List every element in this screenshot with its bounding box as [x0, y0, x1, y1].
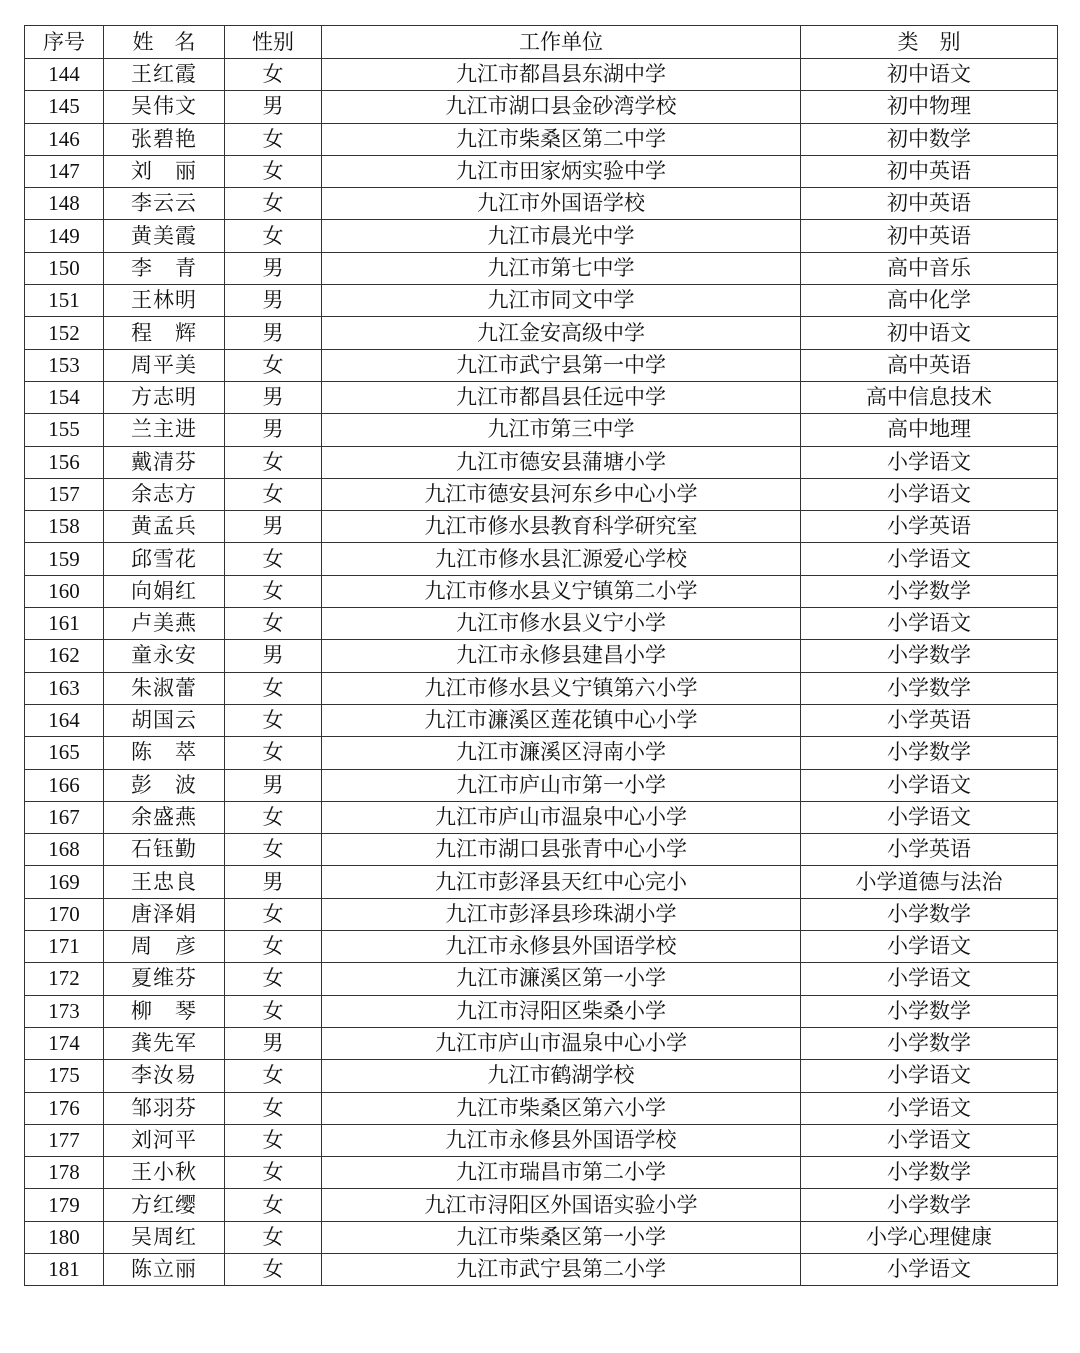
cell-number: 154	[25, 381, 104, 413]
cell-number: 147	[25, 155, 104, 187]
cell-gender: 男	[225, 91, 322, 123]
cell-category: 小学语文	[801, 1060, 1058, 1092]
table-row	[25, 220, 1058, 252]
cell-number: 165	[25, 737, 104, 769]
cell-number: 158	[25, 511, 104, 543]
cell-category: 小学语文	[801, 478, 1058, 510]
cell-number: 148	[25, 188, 104, 220]
cell-name: 李云云	[104, 188, 225, 220]
table-row	[25, 963, 1058, 995]
cell-number: 181	[25, 1253, 104, 1285]
cell-category: 小学语文	[801, 1253, 1058, 1285]
cell-gender: 女	[225, 704, 322, 736]
cell-number: 149	[25, 220, 104, 252]
table-row	[25, 1124, 1058, 1156]
cell-category: 小学语文	[801, 446, 1058, 478]
cell-name: 彭 波	[104, 769, 225, 801]
cell-number: 172	[25, 963, 104, 995]
table-row	[25, 834, 1058, 866]
cell-name: 周 彦	[104, 931, 225, 963]
table-row	[25, 123, 1058, 155]
cell-gender: 男	[225, 769, 322, 801]
cell-workplace: 九江市同文中学	[322, 285, 801, 317]
cell-workplace: 九江市柴桑区第六小学	[322, 1092, 801, 1124]
cell-name: 吴周红	[104, 1221, 225, 1253]
table-row	[25, 1027, 1058, 1059]
cell-number: 156	[25, 446, 104, 478]
cell-name: 刘 丽	[104, 155, 225, 187]
cell-number: 161	[25, 608, 104, 640]
cell-gender: 女	[225, 1221, 322, 1253]
cell-workplace: 九江市庐山市温泉中心小学	[322, 801, 801, 833]
cell-category: 小学心理健康	[801, 1221, 1058, 1253]
cell-name: 方志明	[104, 381, 225, 413]
cell-category: 小学语文	[801, 769, 1058, 801]
cell-name: 张碧艳	[104, 123, 225, 155]
cell-gender: 女	[225, 1157, 322, 1189]
table-row	[25, 478, 1058, 510]
table-row	[25, 704, 1058, 736]
cell-gender: 女	[225, 59, 322, 91]
cell-category: 初中数学	[801, 123, 1058, 155]
cell-name: 邹羽芬	[104, 1092, 225, 1124]
header-workplace: 工作单位	[322, 26, 801, 59]
cell-gender: 女	[225, 898, 322, 930]
cell-workplace: 九江市湖口县金砂湾学校	[322, 91, 801, 123]
cell-category: 小学数学	[801, 898, 1058, 930]
cell-workplace: 九江市修水县教育科学研究室	[322, 511, 801, 543]
cell-gender: 女	[225, 1189, 322, 1221]
cell-category: 小学英语	[801, 511, 1058, 543]
table-row	[25, 1157, 1058, 1189]
table-row	[25, 575, 1058, 607]
cell-workplace: 九江市湖口县张青中心小学	[322, 834, 801, 866]
cell-category: 初中英语	[801, 188, 1058, 220]
table-row	[25, 801, 1058, 833]
cell-category: 小学数学	[801, 640, 1058, 672]
cell-gender: 女	[225, 1060, 322, 1092]
cell-category: 小学数学	[801, 995, 1058, 1027]
cell-gender: 女	[225, 220, 322, 252]
table-row	[25, 866, 1058, 898]
table-row	[25, 446, 1058, 478]
cell-workplace: 九江市德安县蒲塘小学	[322, 446, 801, 478]
table-row	[25, 511, 1058, 543]
cell-category: 小学数学	[801, 737, 1058, 769]
cell-name: 王小秋	[104, 1157, 225, 1189]
cell-name: 夏维芬	[104, 963, 225, 995]
cell-name: 向娟红	[104, 575, 225, 607]
cell-category: 小学数学	[801, 1157, 1058, 1189]
cell-number: 153	[25, 349, 104, 381]
cell-number: 180	[25, 1221, 104, 1253]
cell-name: 唐泽娟	[104, 898, 225, 930]
cell-category: 初中英语	[801, 155, 1058, 187]
header-category: 类 别	[801, 26, 1058, 59]
cell-category: 小学语文	[801, 931, 1058, 963]
cell-gender: 男	[225, 511, 322, 543]
cell-workplace: 九江市柴桑区第二中学	[322, 123, 801, 155]
table-row	[25, 1221, 1058, 1253]
cell-gender: 男	[225, 317, 322, 349]
cell-category: 小学数学	[801, 672, 1058, 704]
cell-workplace: 九江市都昌县东湖中学	[322, 59, 801, 91]
cell-gender: 女	[225, 123, 322, 155]
cell-workplace: 九江市武宁县第二小学	[322, 1253, 801, 1285]
cell-name: 邱雪花	[104, 543, 225, 575]
cell-category: 小学英语	[801, 834, 1058, 866]
table-row	[25, 317, 1058, 349]
table-row	[25, 608, 1058, 640]
cell-name: 吴伟文	[104, 91, 225, 123]
cell-category: 初中英语	[801, 220, 1058, 252]
cell-category: 小学语文	[801, 1092, 1058, 1124]
cell-gender: 女	[225, 575, 322, 607]
cell-number: 179	[25, 1189, 104, 1221]
cell-number: 146	[25, 123, 104, 155]
cell-category: 小学道德与法治	[801, 866, 1058, 898]
cell-name: 陈 萃	[104, 737, 225, 769]
cell-number: 167	[25, 801, 104, 833]
cell-name: 兰主进	[104, 414, 225, 446]
cell-number: 178	[25, 1157, 104, 1189]
table-row	[25, 381, 1058, 413]
cell-gender: 女	[225, 1253, 322, 1285]
table-row	[25, 640, 1058, 672]
table-row	[25, 995, 1058, 1027]
header-number: 序号	[25, 26, 104, 59]
cell-gender: 男	[225, 252, 322, 284]
cell-workplace: 九江市浔阳区外国语实验小学	[322, 1189, 801, 1221]
cell-name: 刘河平	[104, 1124, 225, 1156]
table-row	[25, 414, 1058, 446]
cell-name: 李 青	[104, 252, 225, 284]
cell-category: 小学语文	[801, 1124, 1058, 1156]
cell-name: 方红缨	[104, 1189, 225, 1221]
table-row	[25, 1092, 1058, 1124]
cell-category: 小学数学	[801, 575, 1058, 607]
table-row	[25, 1060, 1058, 1092]
table-row	[25, 931, 1058, 963]
cell-number: 173	[25, 995, 104, 1027]
cell-name: 余盛燕	[104, 801, 225, 833]
table-row	[25, 898, 1058, 930]
cell-number: 177	[25, 1124, 104, 1156]
cell-gender: 女	[225, 608, 322, 640]
cell-workplace: 九江市庐山市第一小学	[322, 769, 801, 801]
cell-gender: 女	[225, 188, 322, 220]
cell-workplace: 九江市修水县义宁镇第二小学	[322, 575, 801, 607]
table-row	[25, 1189, 1058, 1221]
cell-gender: 女	[225, 801, 322, 833]
cell-category: 高中信息技术	[801, 381, 1058, 413]
cell-workplace: 九江市修水县义宁镇第六小学	[322, 672, 801, 704]
cell-name: 朱淑蕾	[104, 672, 225, 704]
cell-gender: 男	[225, 866, 322, 898]
cell-name: 李汝易	[104, 1060, 225, 1092]
cell-workplace: 九江市永修县建昌小学	[322, 640, 801, 672]
cell-number: 157	[25, 478, 104, 510]
cell-category: 小学语文	[801, 608, 1058, 640]
header-name: 姓 名	[104, 26, 225, 59]
cell-workplace: 九江市柴桑区第一小学	[322, 1221, 801, 1253]
header-row	[25, 26, 1058, 59]
cell-name: 程 辉	[104, 317, 225, 349]
cell-category: 小学数学	[801, 1027, 1058, 1059]
table-row	[25, 155, 1058, 187]
cell-workplace: 九江市武宁县第一中学	[322, 349, 801, 381]
cell-gender: 男	[225, 414, 322, 446]
cell-gender: 女	[225, 995, 322, 1027]
cell-workplace: 九江市第七中学	[322, 252, 801, 284]
cell-category: 初中物理	[801, 91, 1058, 123]
cell-name: 龚先军	[104, 1027, 225, 1059]
cell-workplace: 九江金安高级中学	[322, 317, 801, 349]
cell-number: 159	[25, 543, 104, 575]
cell-number: 160	[25, 575, 104, 607]
cell-category: 高中英语	[801, 349, 1058, 381]
cell-name: 周平美	[104, 349, 225, 381]
cell-name: 胡国云	[104, 704, 225, 736]
cell-category: 小学数学	[801, 1189, 1058, 1221]
cell-workplace: 九江市濂溪区莲花镇中心小学	[322, 704, 801, 736]
table-row	[25, 672, 1058, 704]
cell-gender: 男	[225, 1027, 322, 1059]
cell-number: 171	[25, 931, 104, 963]
table-row	[25, 188, 1058, 220]
cell-workplace: 九江市第三中学	[322, 414, 801, 446]
cell-number: 164	[25, 704, 104, 736]
roster-table	[24, 25, 1058, 1286]
cell-gender: 男	[225, 285, 322, 317]
cell-number: 151	[25, 285, 104, 317]
table-row	[25, 737, 1058, 769]
cell-number: 144	[25, 59, 104, 91]
cell-name: 王忠良	[104, 866, 225, 898]
cell-gender: 男	[225, 381, 322, 413]
cell-workplace: 九江市田家炳实验中学	[322, 155, 801, 187]
cell-name: 王林明	[104, 285, 225, 317]
cell-gender: 女	[225, 672, 322, 704]
cell-category: 高中地理	[801, 414, 1058, 446]
cell-workplace: 九江市德安县河东乡中心小学	[322, 478, 801, 510]
cell-category: 小学语文	[801, 801, 1058, 833]
cell-gender: 女	[225, 543, 322, 575]
cell-gender: 女	[225, 349, 322, 381]
cell-gender: 女	[225, 737, 322, 769]
cell-workplace: 九江市彭泽县珍珠湖小学	[322, 898, 801, 930]
header-gender: 性别	[225, 26, 322, 59]
cell-number: 176	[25, 1092, 104, 1124]
cell-category: 高中音乐	[801, 252, 1058, 284]
cell-number: 150	[25, 252, 104, 284]
cell-name: 黄孟兵	[104, 511, 225, 543]
table-row	[25, 59, 1058, 91]
cell-name: 戴清芬	[104, 446, 225, 478]
cell-number: 145	[25, 91, 104, 123]
cell-gender: 女	[225, 834, 322, 866]
cell-workplace: 九江市外国语学校	[322, 188, 801, 220]
cell-category: 小学语文	[801, 543, 1058, 575]
cell-workplace: 九江市濂溪区浔南小学	[322, 737, 801, 769]
cell-number: 174	[25, 1027, 104, 1059]
cell-number: 175	[25, 1060, 104, 1092]
cell-workplace: 九江市彭泽县天红中心完小	[322, 866, 801, 898]
cell-workplace: 九江市永修县外国语学校	[322, 931, 801, 963]
cell-gender: 男	[225, 640, 322, 672]
cell-gender: 女	[225, 155, 322, 187]
cell-name: 石钰勤	[104, 834, 225, 866]
cell-workplace: 九江市瑞昌市第二小学	[322, 1157, 801, 1189]
cell-number: 169	[25, 866, 104, 898]
cell-name: 黄美霞	[104, 220, 225, 252]
table-row	[25, 1253, 1058, 1285]
cell-category: 初中语文	[801, 59, 1058, 91]
cell-category: 小学英语	[801, 704, 1058, 736]
cell-number: 170	[25, 898, 104, 930]
cell-name: 卢美燕	[104, 608, 225, 640]
cell-category: 高中化学	[801, 285, 1058, 317]
table-row	[25, 349, 1058, 381]
table-row	[25, 769, 1058, 801]
cell-workplace: 九江市修水县汇源爱心学校	[322, 543, 801, 575]
cell-name: 柳 琴	[104, 995, 225, 1027]
table-body	[25, 59, 1058, 1286]
table-header	[25, 26, 1058, 59]
cell-gender: 女	[225, 1092, 322, 1124]
table-row	[25, 91, 1058, 123]
cell-workplace: 九江市鹤湖学校	[322, 1060, 801, 1092]
cell-workplace: 九江市修水县义宁小学	[322, 608, 801, 640]
cell-number: 152	[25, 317, 104, 349]
cell-name: 陈立丽	[104, 1253, 225, 1285]
cell-workplace: 九江市晨光中学	[322, 220, 801, 252]
table-row	[25, 285, 1058, 317]
cell-number: 155	[25, 414, 104, 446]
cell-name: 童永安	[104, 640, 225, 672]
cell-workplace: 九江市浔阳区柴桑小学	[322, 995, 801, 1027]
cell-gender: 女	[225, 446, 322, 478]
cell-category: 初中语文	[801, 317, 1058, 349]
table-row	[25, 252, 1058, 284]
cell-gender: 女	[225, 478, 322, 510]
cell-number: 168	[25, 834, 104, 866]
cell-category: 小学语文	[801, 963, 1058, 995]
cell-number: 166	[25, 769, 104, 801]
cell-gender: 女	[225, 931, 322, 963]
cell-workplace: 九江市永修县外国语学校	[322, 1124, 801, 1156]
cell-workplace: 九江市都昌县任远中学	[322, 381, 801, 413]
cell-workplace: 九江市庐山市温泉中心小学	[322, 1027, 801, 1059]
cell-gender: 女	[225, 1124, 322, 1156]
cell-name: 余志方	[104, 478, 225, 510]
cell-number: 163	[25, 672, 104, 704]
table-row	[25, 543, 1058, 575]
cell-number: 162	[25, 640, 104, 672]
cell-gender: 女	[225, 963, 322, 995]
cell-workplace: 九江市濂溪区第一小学	[322, 963, 801, 995]
cell-name: 王红霞	[104, 59, 225, 91]
